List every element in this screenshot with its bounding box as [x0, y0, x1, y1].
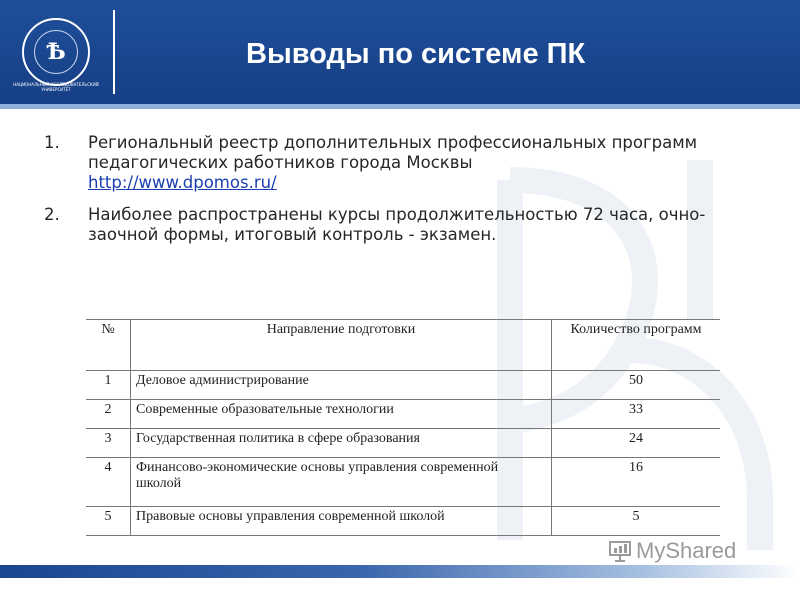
table-row — [86, 458, 720, 507]
row-number: 1 — [86, 371, 131, 400]
row-direction: Современные образовательные технологии — [131, 400, 552, 429]
dpomos-link[interactable]: http://www.dpomos.ru/ — [88, 173, 277, 192]
header-count: Количество программ — [552, 320, 721, 371]
row-direction: Деловое администрирование — [131, 371, 552, 400]
footer-bar — [0, 565, 800, 578]
table-row — [86, 429, 720, 458]
slide-header — [0, 0, 800, 104]
table-row — [86, 507, 720, 536]
logo-caption-line-1: НАЦИОНАЛЬНЫЙ ИССЛЕДОВАТЕЛЬСКИЙ — [13, 82, 99, 87]
table-header-row — [86, 320, 720, 371]
row-direction: Правовые основы управления современной школой — [131, 507, 552, 536]
hse-logo — [22, 18, 90, 86]
logo-caption-line-2: УНИВЕРСИТЕТ — [41, 87, 71, 92]
logo-letter: Ѣ — [46, 39, 66, 65]
header-divider — [113, 10, 115, 94]
list-item — [44, 133, 744, 193]
row-number: 2 — [86, 400, 131, 429]
table-row — [86, 400, 720, 429]
table-row — [86, 371, 720, 400]
list-item-body — [88, 133, 744, 193]
row-count: 24 — [552, 429, 721, 458]
list-item — [44, 205, 744, 245]
presentation-board-icon — [608, 540, 632, 562]
row-direction: Государственная политика в сфере образования — [131, 429, 552, 458]
row-number: 3 — [86, 429, 131, 458]
row-count: 50 — [552, 371, 721, 400]
programs-table — [86, 319, 720, 536]
list-item-text: Региональный реестр дополнительных профессиональных программ педагогических работников города Москвы — [88, 133, 698, 172]
slide-title: Выводы по системе ПК — [246, 38, 586, 70]
watermark-text: MyShared — [636, 538, 737, 563]
row-number: 4 — [86, 458, 131, 507]
list-item-text: Наиболее распространены курсы продолжительностью 72 часа, очно-заочной формы, итоговый контроль - экзамен. — [88, 205, 706, 244]
row-direction: Финансово-экономические основы управления современной школой — [131, 458, 552, 507]
list-item-number: 1. — [44, 133, 60, 152]
header-number: № — [86, 320, 131, 371]
row-count: 33 — [552, 400, 721, 429]
list-item-number: 2. — [44, 205, 60, 224]
row-count: 5 — [552, 507, 721, 536]
conclusions-list — [44, 133, 744, 245]
logo-emblem-icon — [34, 30, 78, 74]
logo-caption — [10, 82, 102, 92]
myshared-watermark — [608, 538, 736, 564]
row-count: 16 — [552, 458, 721, 507]
header-direction: Направление подготовки — [131, 320, 552, 371]
header-underline — [0, 104, 800, 109]
row-number: 5 — [86, 507, 131, 536]
